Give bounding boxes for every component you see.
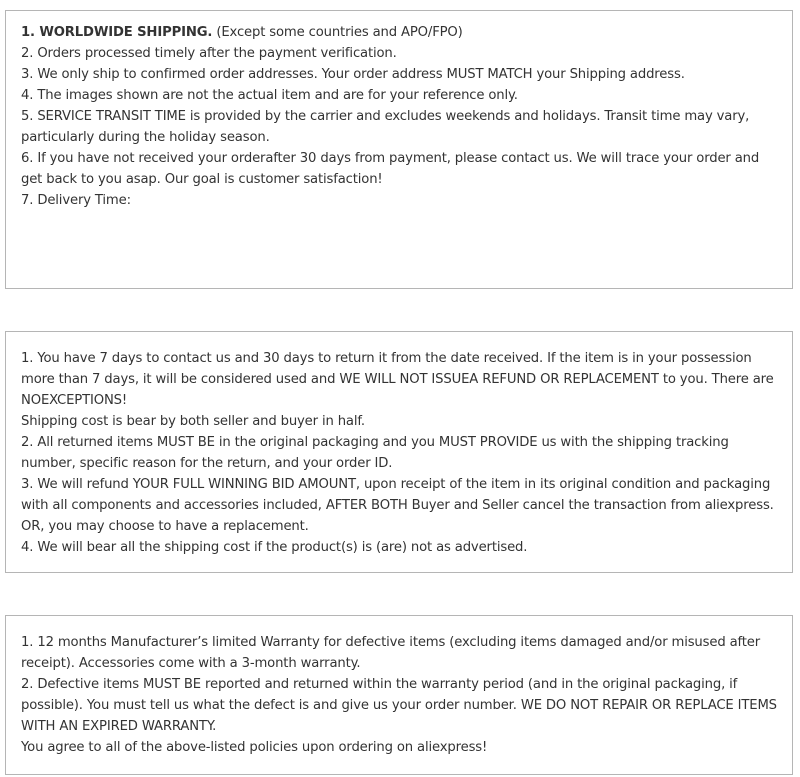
shipping-item-1 <box>21 22 782 43</box>
shipping-item-5: 5. SERVICE TRANSIT TIME is provided by the carrier and excludes weekends and holidays. Transit time may vary, particularly during the holiday season. <box>21 109 750 145</box>
return-item-1: 1. You have 7 days to contact us and 30 days to return it from the date received. If the item is in your possession more than 7 days, it will be considered used and WE WILL NOT ISSUEA REFUND OR REPLACEMENT to you. There are NOEXCEPTIONS! <box>21 351 774 408</box>
return-item-2: 2. All returned items MUST BE in the original packaging and you MUST PROVIDE us with the shipping tracking number, specific reason for the return, and your order ID. <box>21 435 729 471</box>
return-policy-panel <box>5 331 793 573</box>
return-shipping-cost-note: Shipping cost is bear by both seller and buyer in half. <box>21 414 365 429</box>
shipping-item-4: 4. The images shown are not the actual item and are for your reference only. <box>21 88 518 103</box>
shipping-item-1-note: (Except some countries and APO/FPO) <box>212 25 463 40</box>
shipping-item-2: 2. Orders processed timely after the payment verification. <box>21 46 397 61</box>
shipping-policy-panel <box>5 10 793 289</box>
warranty-agreement-note: You agree to all of the above-listed policies upon ordering on aliexpress! <box>21 740 488 755</box>
shipping-item-1-heading: 1. WORLDWIDE SHIPPING. <box>21 25 213 40</box>
return-item-4: 4. We will bear all the shipping cost if the product(s) is (are) not as advertised. <box>21 540 528 555</box>
shipping-item-6: 6. If you have not received your orderafter 30 days from payment, please contact us. We will trace your order and get back to you asap. Our goal is customer satisfaction! <box>21 151 760 187</box>
warranty-item-2: 2. Defective items MUST BE reported and returned within the warranty period (and in the original packaging, if possible). You must tell us what the defect is and give us your order number. WE DO NOT REPAIR OR REPLACE ITEMS WITH AN EXPIRED WARRANTY. <box>21 677 777 734</box>
return-item-3: 3. We will refund YOUR FULL WINNING BID AMOUNT, upon receipt of the item in its original condition and packaging with all components and accessories included, AFTER BOTH Buyer and Seller cancel the transaction from aliexpress. OR, you may choose to have a replacement. <box>21 477 774 534</box>
warranty-policy-text <box>21 632 782 758</box>
warranty-policy-panel <box>5 615 793 775</box>
warranty-item-1: 1. 12 months Manufacturer’s limited Warranty for defective items (excluding items damaged and/or misused after receipt). Accessories come with a 3-month warranty. <box>21 635 761 671</box>
shipping-item-3: 3. We only ship to confirmed order addresses. Your order address MUST MATCH your Shipping address. <box>21 67 685 82</box>
shipping-policy-text <box>21 22 782 211</box>
return-policy-text <box>21 348 782 558</box>
shipping-item-7: 7. Delivery Time: <box>21 193 131 208</box>
